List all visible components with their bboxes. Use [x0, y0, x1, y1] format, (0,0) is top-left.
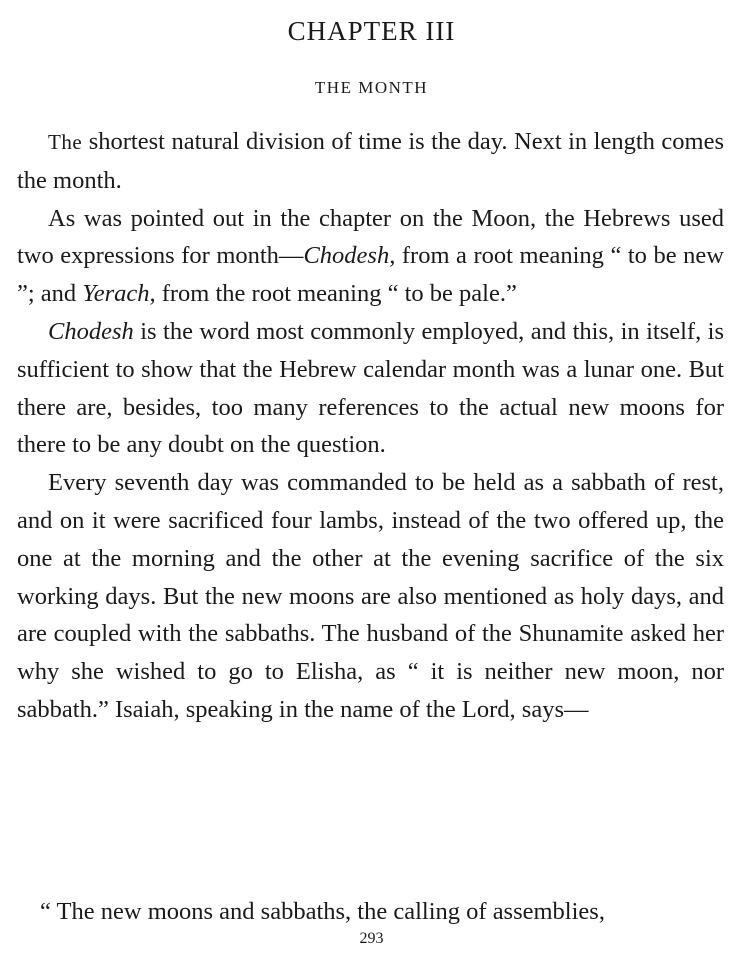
drop-word: The: [48, 130, 83, 154]
paragraph-2-text-c: from the root meaning “ to be pale.”: [155, 280, 517, 308]
section-title: THE MONTH: [314, 78, 429, 97]
paragraph-4: Every seventh day was commanded to be held as a sabbath of rest, and on it were sacrificed four lambs, instead of the two offered up, the one at the morning and the other at the evening sacrifice of the six working days. But the new moons are also mentioned as holy days, and are coupled with the sabbaths. The husband of the Shunamite asked her why she wished to go to Elisha, as “ it is neither new moon, nor sabbath.” Isaiah, speaking in the name of the Lord, says—: [17, 469, 724, 723]
term-yerach: Yerach,: [82, 280, 156, 308]
paragraph-3: [17, 313, 724, 464]
paragraph-3-text: is the word most commonly employed, and this, in itself, is sufficient to show that the Hebrew calendar month was a lunar one. But there are, besides, too many references to the actual new moons for there to be any doubt on the question.: [17, 317, 724, 459]
paragraph-1-text: shortest natural division of time is the day. Next in length comes the month.: [17, 128, 724, 194]
paragraph-2-text-a: As was pointed out in the chapter on the Moon, the Hebrews used two expressions for month—: [17, 204, 724, 270]
paragraph-2: [17, 200, 724, 313]
page-number: 293: [359, 930, 384, 947]
paragraph-1: [17, 123, 724, 200]
term-chodesh-lead: Chodesh: [48, 317, 134, 345]
paragraph-2-text-b: from a root meaning “ to be new ”; and: [17, 242, 725, 308]
term-chodesh: Chodesh,: [303, 242, 396, 270]
body-text: [17, 123, 724, 729]
chapter-title: CHAPTER III: [287, 16, 456, 46]
block-quote: “ The new moons and sabbaths, the calling of assemblies,: [40, 898, 605, 925]
